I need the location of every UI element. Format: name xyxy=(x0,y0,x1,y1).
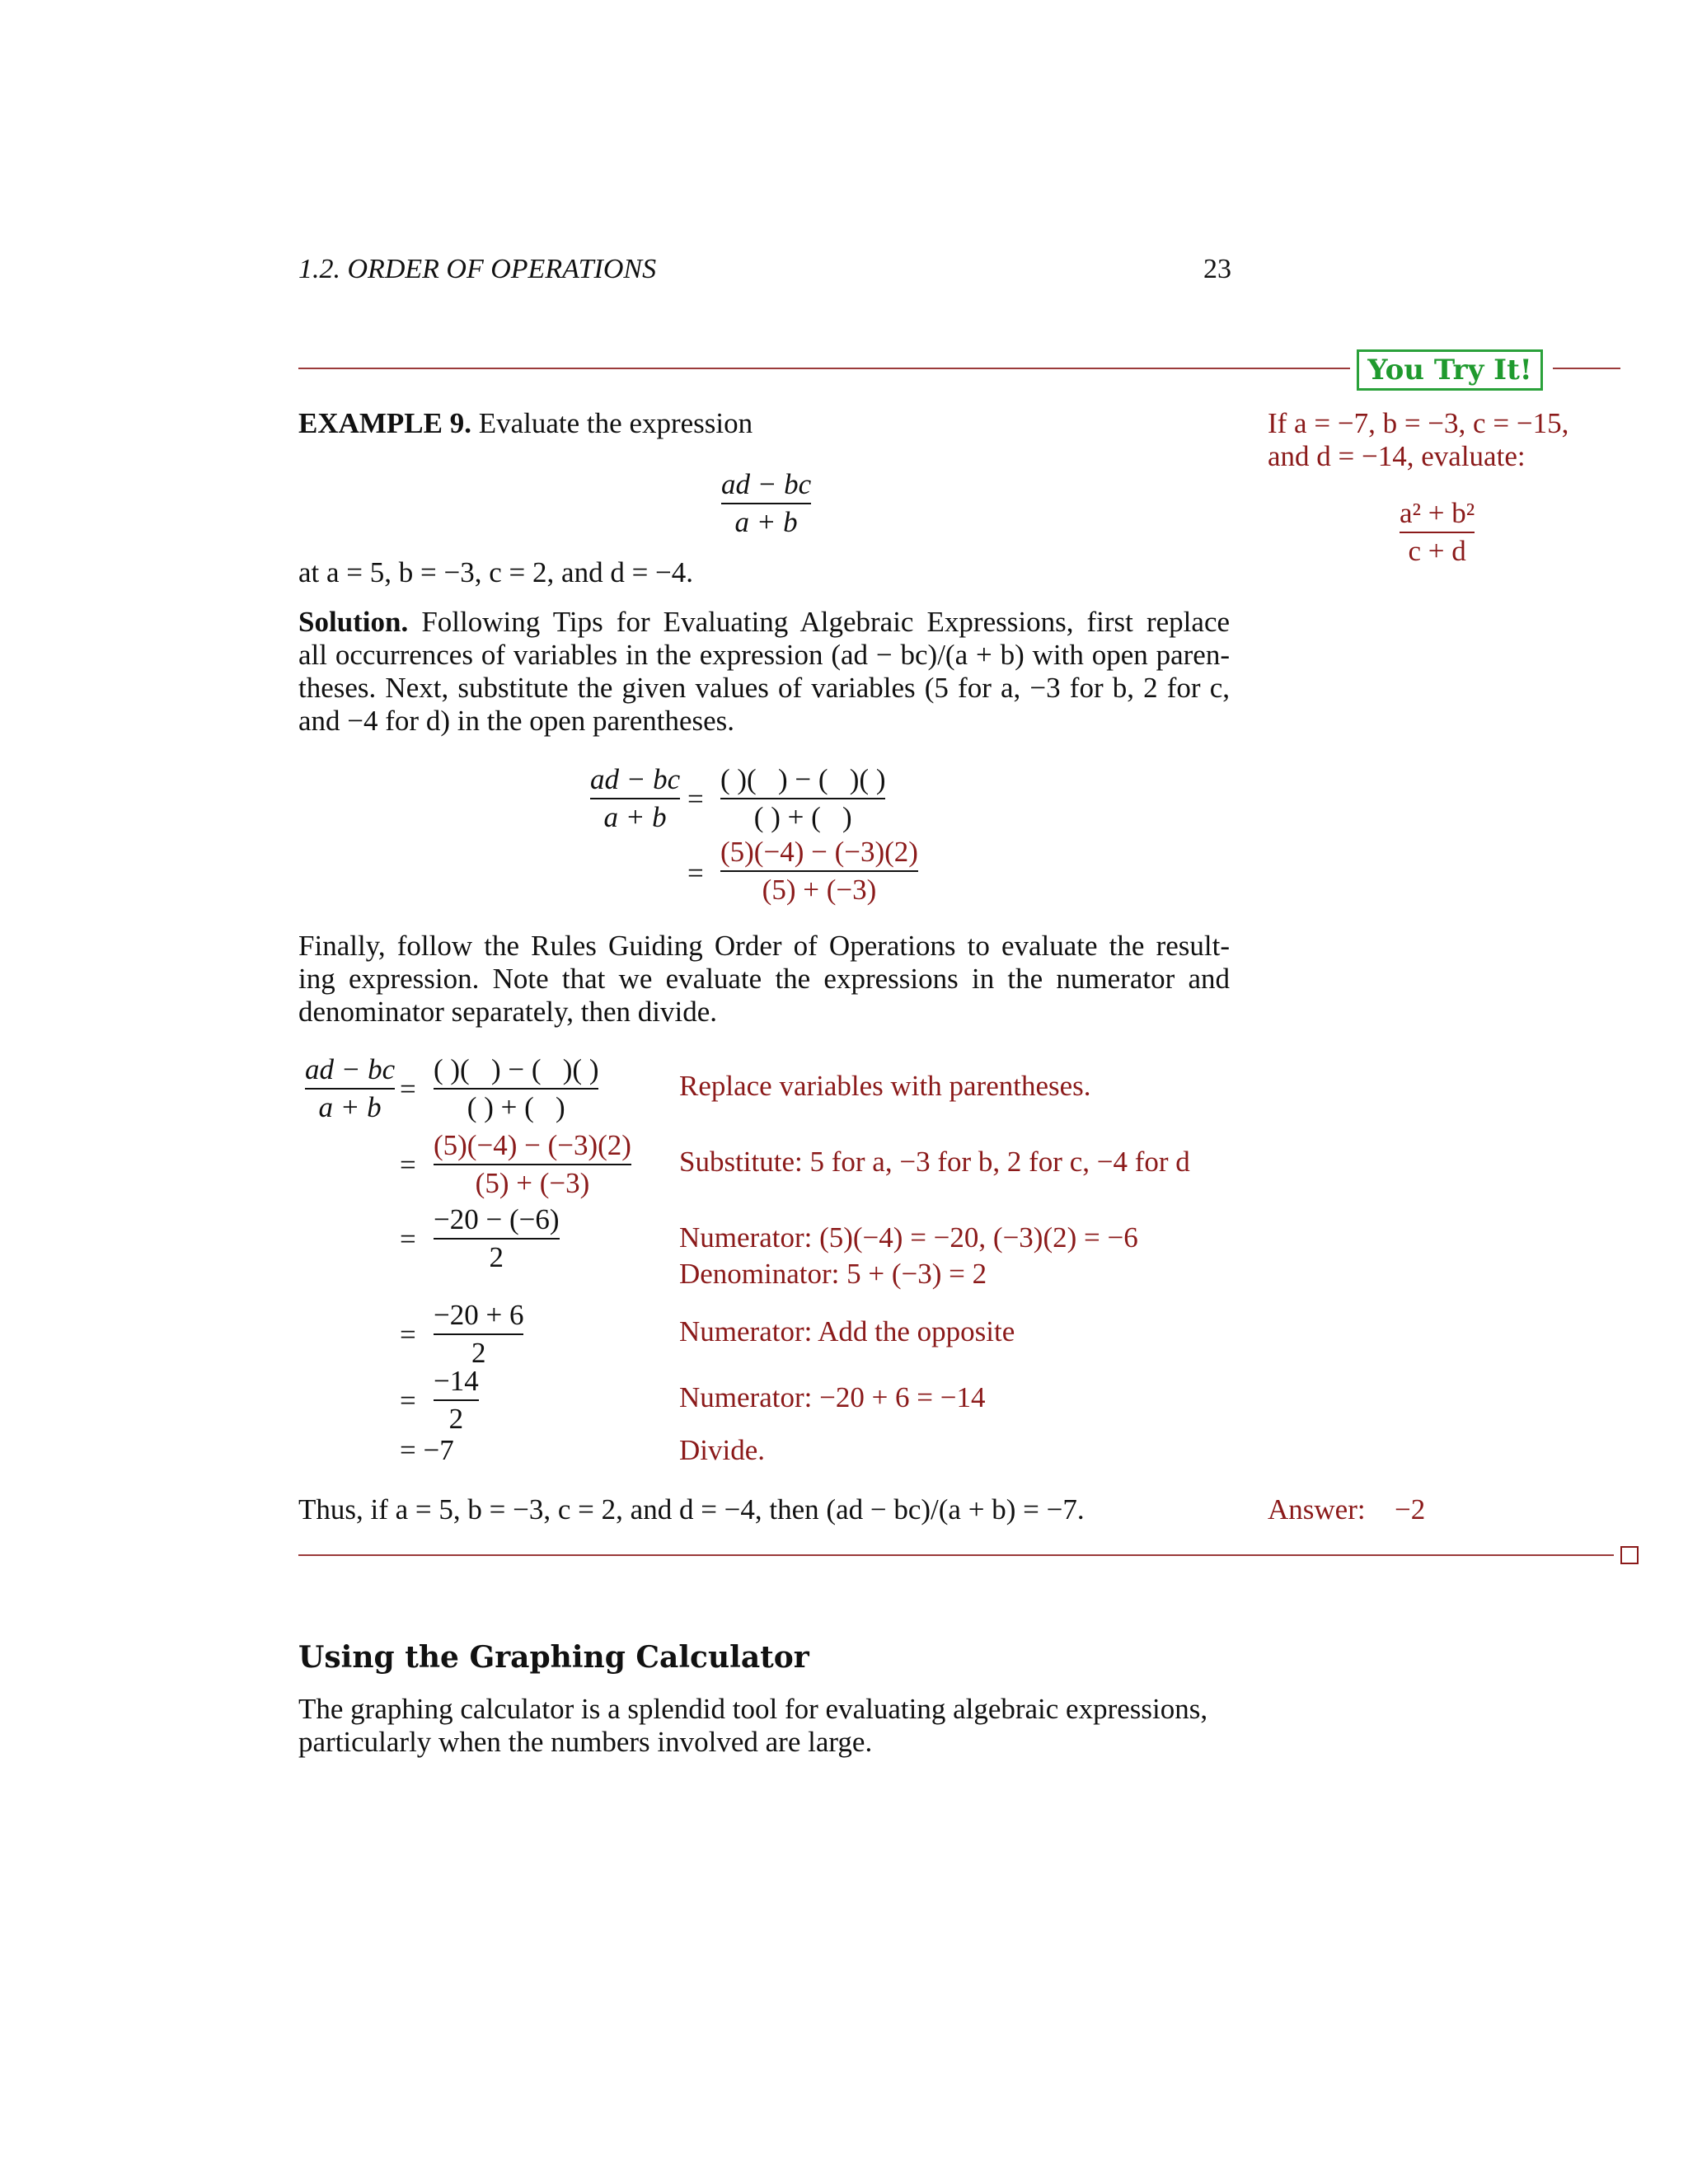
step3-note-numerator: Numerator: (5)(−4) = −20, (−3)(2) = −6 xyxy=(679,1221,1138,1254)
you-try-prompt-line2: and d = −14, evaluate: xyxy=(1268,440,1526,472)
top-rule-right xyxy=(1553,368,1620,369)
steps-lhs-numerator: ad − bc xyxy=(305,1053,396,1085)
example-values: at a = 5, b = −3, c = 2, and d = −4. xyxy=(298,556,694,588)
steps-lhs-fraction xyxy=(305,1053,395,1124)
solution-line-2: all occurrences of variables in the expression (ad − bc)/(a + b) with open paren- xyxy=(298,639,1230,671)
solution-line-4: and −4 for d) in the open parentheses. xyxy=(298,705,735,737)
answer-value: −2 xyxy=(1395,1493,1426,1526)
sub-lhs-denominator: a + b xyxy=(603,801,667,833)
example-heading xyxy=(298,407,753,440)
sub-step2-denominator: (5) + (−3) xyxy=(762,874,877,906)
step5-numerator: −14 xyxy=(434,1365,479,1397)
expr-numerator: ad − bc xyxy=(721,468,812,500)
step1-note: Replace variables with parentheses. xyxy=(679,1070,1091,1102)
step3-fraction xyxy=(434,1203,560,1274)
equals-sign: = xyxy=(400,1385,416,1417)
sub-lhs-fraction xyxy=(590,763,680,834)
step3-note-denominator: Denominator: 5 + (−3) = 2 xyxy=(679,1258,987,1290)
calculator-line-2: particularly when the numbers involved are large. xyxy=(298,1726,873,1758)
step5-note: Numerator: −20 + 6 = −14 xyxy=(679,1381,986,1413)
fraction-bar xyxy=(720,870,918,872)
fraction-bar xyxy=(721,503,811,504)
steps-lhs-denominator: a + b xyxy=(318,1091,382,1123)
fraction-bar xyxy=(434,1399,479,1401)
step3-numerator: −20 − (−6) xyxy=(434,1203,560,1235)
page-number: 23 xyxy=(1203,254,1231,284)
sub-lhs-numerator: ad − bc xyxy=(590,763,681,795)
you-try-fraction xyxy=(1400,497,1475,568)
fraction-bar xyxy=(1400,532,1475,533)
step1-fraction xyxy=(434,1053,598,1124)
step2-fraction xyxy=(434,1129,631,1200)
expr-denominator: a + b xyxy=(734,506,798,538)
fraction-bar xyxy=(590,798,680,799)
equals-sign: = xyxy=(687,857,704,889)
step4-denominator: 2 xyxy=(471,1337,486,1369)
step4-numerator: −20 + 6 xyxy=(434,1299,524,1331)
finally-line-3: denominator separately, then divide. xyxy=(298,996,717,1028)
you-try-it-box xyxy=(1357,349,1543,391)
qed-square-icon xyxy=(1620,1546,1639,1564)
example-expression xyxy=(721,468,811,539)
step1-numerator: ( )( ) − ( )( ) xyxy=(434,1053,599,1085)
step5-denominator: 2 xyxy=(448,1403,464,1435)
solution-line-1: Solution. Following Tips for Evaluating Algebraic Expressions, first replace xyxy=(298,606,1231,638)
step4-note: Numerator: Add the opposite xyxy=(679,1315,1015,1347)
equals-sign: = xyxy=(400,1149,416,1181)
step5-fraction xyxy=(434,1365,479,1436)
running-header-section: 1.2. ORDER OF OPERATIONS xyxy=(298,254,657,284)
example-intro: Evaluate the expression xyxy=(478,407,753,439)
step2-numerator: (5)(−4) − (−3)(2) xyxy=(434,1129,631,1161)
fraction-bar xyxy=(305,1088,395,1090)
finally-line-2: ing expression. Note that we evaluate the expressions in the numerator and xyxy=(298,963,1230,995)
section-heading: Using the Graphing Calculator xyxy=(298,1640,809,1675)
step2-denominator: (5) + (−3) xyxy=(475,1167,590,1199)
equals-sign: = xyxy=(687,783,704,815)
calculator-line-1: The graphing calculator is a splendid tool for evaluating algebraic expressions, xyxy=(298,1693,1208,1725)
top-rule-left xyxy=(298,368,1350,369)
sub-step2-numerator: (5)(−4) − (−3)(2) xyxy=(720,836,918,868)
sub-step2-fraction xyxy=(720,836,918,907)
fraction-bar xyxy=(434,1164,631,1165)
step6-result: = −7 xyxy=(400,1434,454,1466)
bottom-rule xyxy=(298,1554,1614,1556)
sub-step1-fraction xyxy=(720,763,885,834)
you-try-it-title: You Try It! xyxy=(1367,354,1532,387)
step1-denominator: ( ) + ( ) xyxy=(467,1091,565,1123)
step2-note: Substitute: 5 for a, −3 for b, 2 for c, −4 for d xyxy=(679,1146,1190,1178)
conclusion: Thus, if a = 5, b = −3, c = 2, and d = −4, then (ad − bc)/(a + b) = −7. xyxy=(298,1493,1085,1526)
you-try-fraction-numerator: a² + b² xyxy=(1400,497,1475,529)
you-try-prompt-line1: If a = −7, b = −3, c = −15, xyxy=(1268,407,1569,439)
fraction-bar xyxy=(720,798,885,799)
step6-note: Divide. xyxy=(679,1434,766,1466)
equals-sign: = xyxy=(400,1319,416,1351)
equals-sign: = xyxy=(400,1073,416,1105)
example-label: EXAMPLE 9. xyxy=(298,407,471,439)
equals-sign: = xyxy=(400,1223,416,1255)
you-try-fraction-denominator: c + d xyxy=(1408,535,1466,567)
solution-label: Solution. xyxy=(298,606,409,638)
calculator-paragraph xyxy=(298,1693,1207,1759)
solution-line-3: theses. Next, substitute the given values of variables (5 for a, −3 for b, 2 for c, xyxy=(298,672,1230,704)
finally-paragraph xyxy=(298,930,1230,1029)
answer-label: Answer: xyxy=(1268,1493,1366,1526)
sub-step1-denominator: ( ) + ( ) xyxy=(753,801,852,833)
fraction-bar xyxy=(434,1333,523,1335)
fraction-bar xyxy=(434,1088,598,1090)
finally-line-1: Finally, follow the Rules Guiding Order of Operations to evaluate the result- xyxy=(298,930,1230,962)
step3-denominator: 2 xyxy=(489,1241,504,1273)
sub-step1-numerator: ( )( ) − ( )( ) xyxy=(720,763,886,795)
fraction-bar xyxy=(434,1238,560,1240)
solution-paragraph xyxy=(298,606,1230,738)
step4-fraction xyxy=(434,1299,523,1370)
